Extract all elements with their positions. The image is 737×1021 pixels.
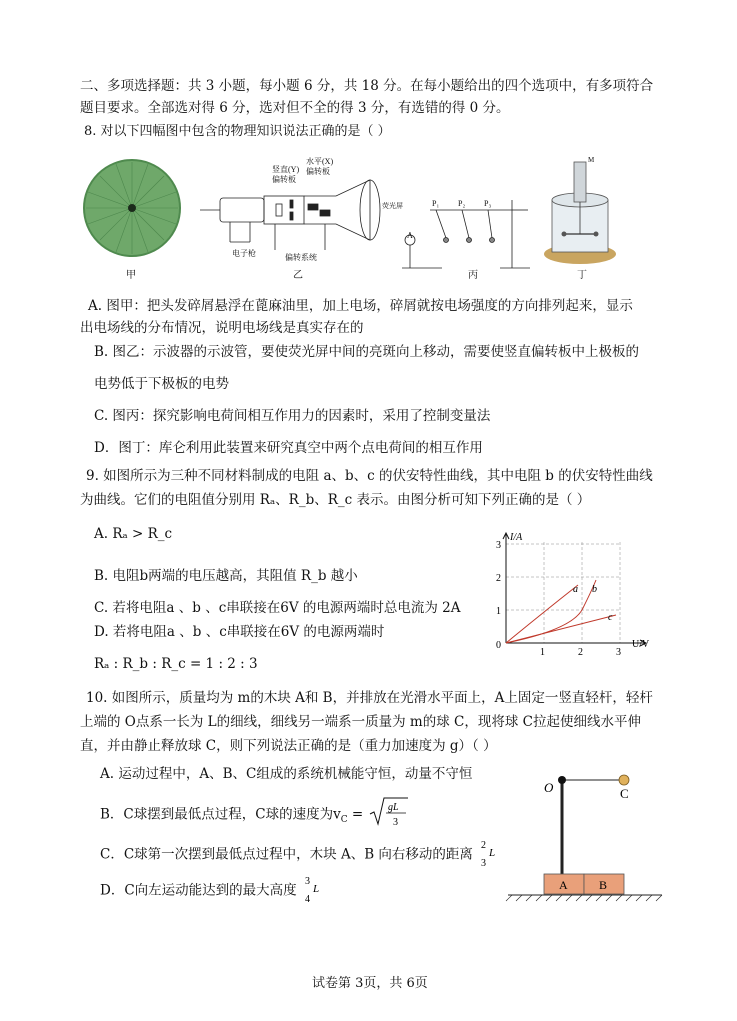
q10-option-b: B．C球摆到最低点过程，C球的速度为$v_C$ = gL 3 — [100, 796, 410, 834]
q8-option-a-line1: A. 图甲：把头发碎屑悬浮在蓖麻油里，加上电场，碎屑就按电场强度的方向排列起来，显示 — [88, 298, 633, 314]
svg-text:L: L — [312, 883, 320, 895]
svg-text:gL: gL — [387, 802, 399, 813]
page-footer: 试卷第 3页，共 6页 — [312, 976, 428, 991]
figure-yi — [200, 156, 403, 281]
svg-text:2: 2 — [578, 647, 583, 658]
q8-option-d: D．图丁：库仑利用此装置来研究真空中两个点电荷间的相互作用 — [94, 440, 483, 456]
svg-text:P₃: P₃ — [484, 199, 492, 208]
q9-option-d-ratio: Rₐ : R_b : R_c = 1 : 2 : 3 — [94, 656, 258, 672]
svg-text:B: B — [599, 878, 608, 892]
svg-text:A: A — [407, 231, 413, 240]
q9-option-c: C. 若将电阻a 、b 、c串联接在6V 的电源两端时总电流为 2A — [94, 600, 461, 616]
iu-graph — [480, 530, 660, 660]
svg-text:4: 4 — [304, 894, 310, 905]
section-heading-line2: 题目要求。全部选对得 6 分，选对但不全的得 3 分，有选错的得 0 分。 — [80, 100, 510, 116]
fig-label-jia: 甲 — [126, 270, 136, 281]
q10-figure — [500, 762, 670, 904]
q9-stem-line2: 为曲线。它们的电阻值分别用 Rₐ、R_b、R_c 表示。由图分析可知下列正确的是（ ） — [80, 492, 591, 508]
svg-text:1: 1 — [540, 647, 545, 658]
svg-text:3: 3 — [496, 540, 501, 551]
q8-figures — [80, 150, 670, 285]
q9-stem-line1: 9. 如图所示为三种不同材料制成的电阻 a、b、c 的伏安特性曲线，其中电阻 b 的伏安特性曲线 — [86, 468, 653, 484]
q10-option-d: D．C向左运动能达到的最大高度 3 L 4 — [100, 876, 320, 905]
q10-stem-line3: 直，并由静止释放球 C，则下列说法正确的是（重力加速度为 g）（ ） — [80, 738, 497, 754]
q10-stem-line1: 10. 如图所示，质量均为 m的木块 A和 B，并排放在光滑水平面上，A上固定一竖直轻杆，轻杆 — [86, 690, 653, 706]
figure-ding — [544, 156, 616, 281]
q10-option-c: C．C球第一次摆到最低点过程中，木块 A、B 向右移动的距离 2 L 3 — [100, 840, 496, 869]
q8-stem: 8. 对以下四幅图中包含的物理知识说法正确的是（ ） — [84, 124, 391, 139]
svg-text:偏转系统: 偏转系统 — [285, 253, 317, 262]
q8-option-b-line2: 电势低于下极板的电势 — [94, 376, 229, 392]
curve-b — [506, 580, 596, 643]
svg-text:3: 3 — [616, 647, 621, 658]
svg-text:电子枪: 电子枪 — [232, 249, 256, 258]
fig-label-ding: 丁 — [577, 270, 587, 281]
svg-text:c: c — [608, 612, 613, 623]
q8-option-c: C. 图丙：探究影响电荷间相互作用力的因素时，采用了控制变量法 — [94, 408, 491, 424]
section-heading-line1: 二、多项选择题：共 3 小题，每小题 6 分，共 18 分。在每小题给出的四个选项中，有多项符合 — [80, 78, 654, 94]
svg-text:2: 2 — [481, 840, 487, 851]
fig-label-yi: 乙 — [293, 270, 303, 281]
svg-text:U/V: U/V — [632, 639, 650, 650]
figure-bing — [402, 199, 530, 281]
svg-text:3: 3 — [304, 876, 310, 887]
q9-option-a: A. Rₐ > R_c — [94, 526, 173, 542]
svg-text:偏转板: 偏转板 — [272, 175, 296, 184]
svg-text:M: M — [588, 156, 595, 164]
q9-option-d: D. 若将电阻a 、b 、c串联接在6V 的电源两端时 — [94, 624, 385, 640]
svg-text:A: A — [559, 878, 568, 892]
svg-text:水平(X): 水平(X) — [306, 157, 334, 166]
q8-option-b-line1: B. 图乙：示波器的示波管，要使荧光屏中间的亮斑向上移动，需要使竖直偏转板中上极板的 — [94, 344, 640, 360]
svg-text:偏转板: 偏转板 — [306, 167, 330, 176]
svg-text:a: a — [573, 584, 578, 595]
q9-option-b: B. 电阻b两端的电压越高，其阻值 R_b 越小 — [94, 568, 358, 584]
figure-jia — [84, 160, 180, 281]
fig-label-bing: 丙 — [468, 270, 478, 281]
q8-option-a-line2: 出电场线的分布情况，说明电场线是真实存在的 — [80, 320, 364, 336]
svg-text:b: b — [592, 584, 597, 595]
svg-text:I/A: I/A — [510, 532, 523, 543]
q10-option-a: A. 运动过程中，A、B、C组成的系统机械能守恒，动量不守恒 — [100, 766, 473, 782]
svg-text:2: 2 — [496, 573, 501, 584]
q10-stem-line2: 上端的 O点系一长为 L的细线，细线另一端系一质量为 m的球 C，现将球 C拉起使细线水平伸 — [80, 714, 641, 730]
svg-text:0: 0 — [496, 640, 501, 651]
svg-text:L: L — [489, 847, 496, 859]
svg-text:荧光屏: 荧光屏 — [382, 202, 403, 210]
svg-text:O: O — [544, 780, 554, 795]
svg-text:C: C — [620, 786, 629, 801]
svg-text:P₁: P₁ — [432, 199, 440, 208]
svg-text:3: 3 — [392, 817, 398, 828]
svg-text:P₂: P₂ — [458, 199, 466, 208]
svg-text:1: 1 — [496, 606, 501, 617]
svg-text:竖直(Y): 竖直(Y) — [272, 165, 300, 174]
svg-text:3: 3 — [481, 858, 487, 869]
